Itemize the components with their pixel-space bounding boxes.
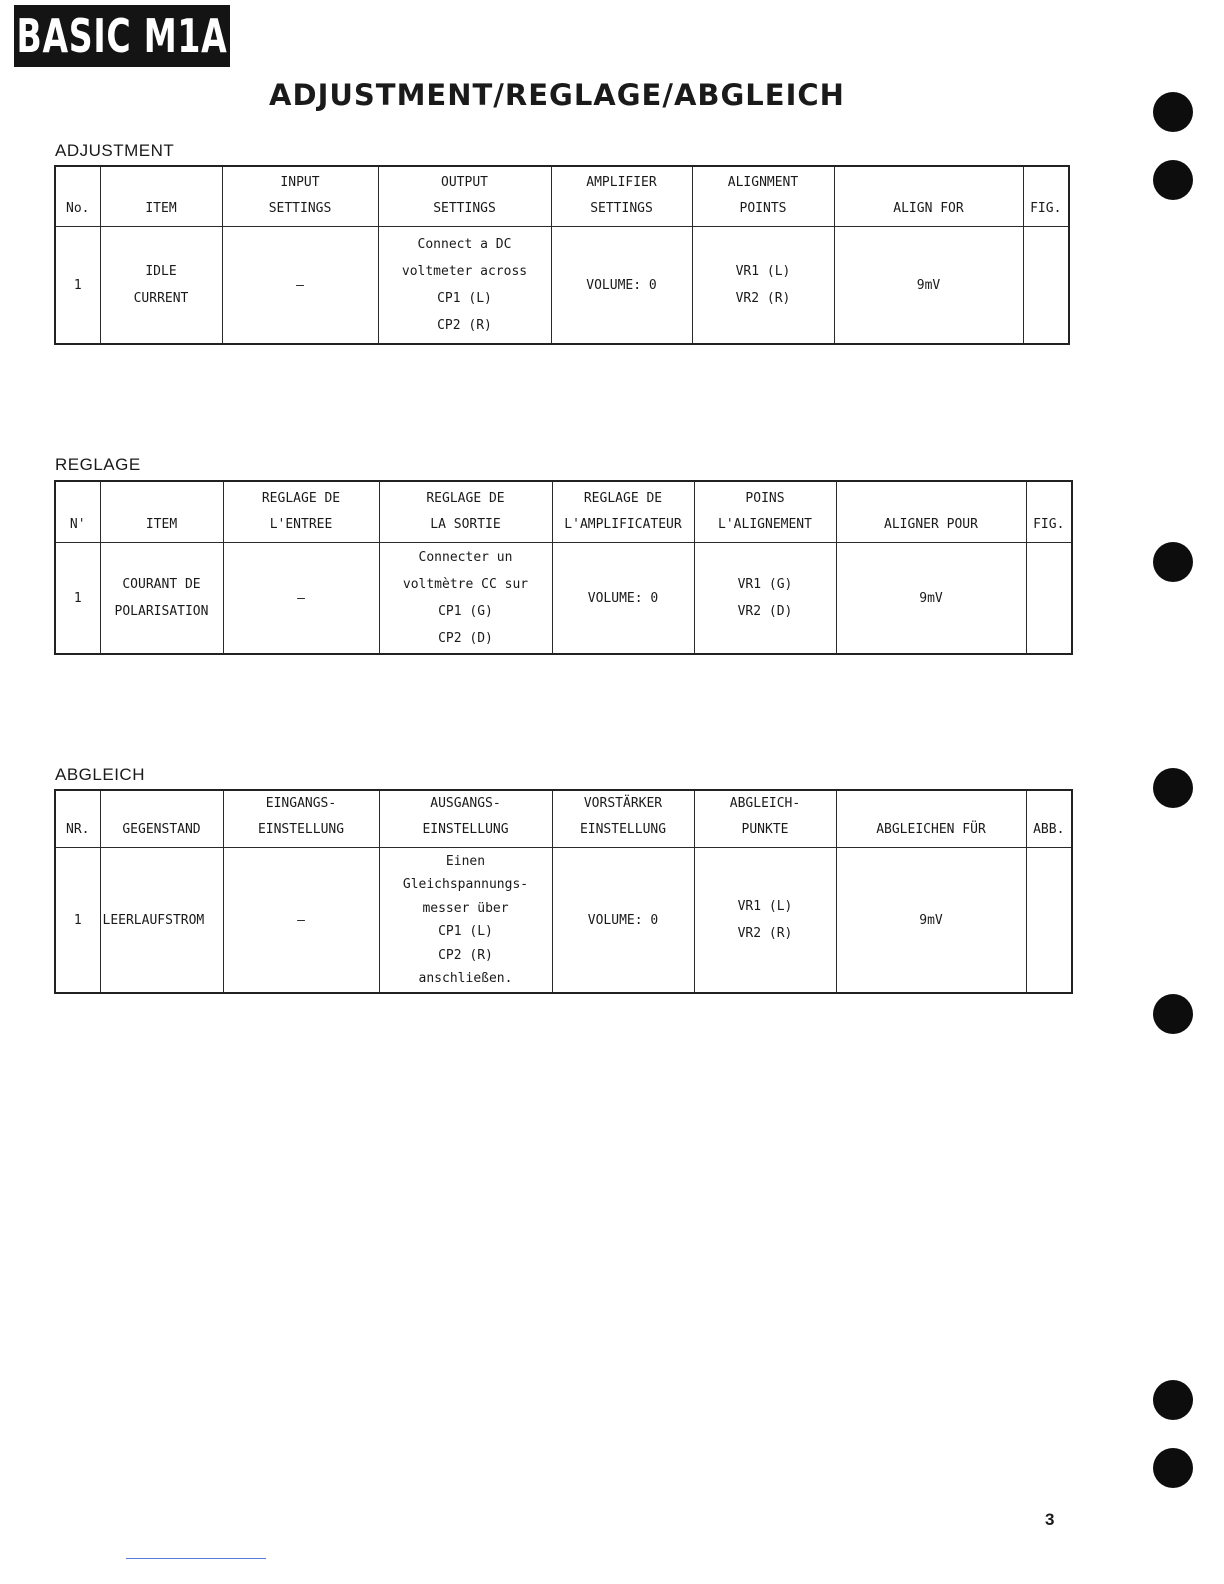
binding-hole [1153,160,1193,200]
cell-alignment-points [692,227,834,345]
cell-amplifier-settings [552,848,694,994]
cell-text: 1 [73,912,82,928]
header-amplifier-settings [552,790,694,848]
cell-text: VOLUME: 0 [587,912,659,928]
header-text: ALIGN FOR [893,201,964,216]
header-text: SETTINGS [433,201,496,216]
header-input-settings [223,481,379,543]
cell-output-settings [378,227,551,345]
section-heading: ABGLEICH [55,765,145,784]
header-text: EINGANGS- [265,796,337,811]
cell-text: VR2 (R) [737,926,793,941]
cell-text: 9mV [919,912,943,928]
header-text: REGLAGE DE [583,491,663,506]
header-align-for [836,481,1026,543]
header-output-settings [378,166,551,227]
header-item [100,166,222,227]
cell-text: – [297,912,305,928]
header-text: INPUT [280,175,320,190]
cell-text: voltmeter across [401,264,528,279]
cell-text: 1 [73,590,82,606]
header-align-for [834,166,1023,227]
table-row [55,848,1072,994]
cell-amplifier-settings [552,543,694,655]
cell-text: CP1 (L) [438,924,493,939]
cell-fig [1026,543,1072,655]
header-text: ABB. [1033,822,1065,837]
adjustment-table [54,480,1073,655]
cell-text: LEERLAUFSTROM [102,912,205,928]
cell-text: IDLE [145,264,177,279]
cell-text: messer über [422,900,509,916]
section-heading: ADJUSTMENT [55,141,175,160]
header-text: EINSTELLUNG [579,822,667,837]
header-number [55,481,100,543]
header-text: GEGENSTAND [122,822,201,837]
binding-hole [1153,92,1193,132]
cell-text: CP1 (L) [437,291,492,306]
header-output-settings [379,481,552,543]
header-text: REGLAGE DE [426,491,505,506]
cell-text: VR2 (R) [735,291,791,306]
header-fig [1026,481,1072,543]
cell-text: VR1 (L) [735,264,791,279]
header-text: SETTINGS [268,201,332,216]
binding-hole [1153,768,1193,808]
table-row [55,227,1069,345]
binding-hole [1153,542,1193,582]
cell-text: VOLUME: 0 [587,590,659,606]
header-text: L'ENTREE [269,517,333,532]
header-text: AMPLIFIER [586,175,657,190]
header-text: ALIGNER POUR [884,517,978,532]
binding-hole [1153,994,1193,1034]
cell-fig [1023,227,1069,345]
header-text: No. [66,201,90,216]
table-header-row [55,790,1072,848]
header-output-settings [379,790,552,848]
cell-text: 9mV [919,590,943,606]
cell-number [55,543,100,655]
cell-input-settings [222,227,378,345]
binding-hole [1153,1448,1193,1488]
footer-rule [126,1558,266,1559]
binding-hole [1153,1380,1193,1420]
cell-text: Connecter un [418,550,513,565]
header-text: FIG. [1033,517,1065,532]
cell-text: 9mV [916,277,941,293]
header-number [55,166,100,227]
cell-item [100,543,223,655]
header-text: NR. [66,822,90,837]
header-alignment-points [694,481,836,543]
header-text: ALIGNMENT [727,175,799,190]
page-title: ADJUSTMENT/REGLAGE/ABGLEICH [269,78,845,112]
cell-text: CP2 (D) [438,631,493,646]
header-text: L'ALIGNEMENT [718,517,812,532]
page-number: 3 [1045,1510,1055,1529]
cell-text: VR1 (L) [737,899,793,914]
header-fig [1023,166,1069,227]
header-text: ABGLEICH- [729,796,801,811]
header-text: POINTS [739,201,787,216]
adjustment-table [54,789,1073,994]
header-text: OUTPUT [441,175,488,190]
header-text: SETTINGS [590,201,653,216]
cell-text: VR1 (G) [737,577,793,592]
cell-text: CP2 (R) [437,318,492,333]
cell-item [100,848,223,994]
cell-align-for [834,227,1023,345]
header-text: FIG. [1030,201,1062,216]
cell-text: anschließen. [418,971,513,986]
cell-input-settings [223,848,379,994]
cell-text: Einen [445,853,486,869]
cell-text: Connect a DC [417,237,512,252]
header-amplifier-settings [551,166,692,227]
header-text: L'AMPLIFICATEUR [564,517,682,532]
cell-item [100,227,222,345]
header-text: EINSTELLUNG [257,822,345,837]
header-text: ITEM [145,201,177,216]
header-text: AUSGANGS- [430,796,501,811]
cell-text: 1 [73,277,82,293]
cell-number [55,227,100,345]
cell-alignment-points [694,543,836,655]
header-text: EINSTELLUNG [422,822,509,837]
header-text: VORSTÄRKER [583,796,663,811]
cell-text: – [297,590,305,606]
cell-input-settings [223,543,379,655]
header-fig [1026,790,1072,848]
cell-text: CP1 (G) [438,604,493,619]
header-amplifier-settings [552,481,694,543]
cell-text: CP2 (R) [438,947,493,963]
header-text: ABGLEICHEN FÜR [876,822,986,837]
cell-text: COURANT DE [122,577,201,592]
header-text: PUNKTE [741,822,789,837]
cell-alignment-points [694,848,836,994]
cell-output-settings [379,543,552,655]
cell-fig [1026,848,1072,994]
header-text: LA SORTIE [430,517,501,532]
cell-text: VR2 (D) [737,604,793,619]
section-heading: REGLAGE [55,455,141,474]
header-alignment-points [694,790,836,848]
header-align-for [836,790,1026,848]
cell-text: CURRENT [133,291,189,306]
cell-text: – [296,277,304,293]
header-text: REGLAGE DE [261,491,341,506]
header-item [100,481,223,543]
brand-logo: BASIC M1A [14,5,230,67]
header-alignment-points [692,166,834,227]
adjustment-table [54,165,1070,345]
cell-align-for [836,543,1026,655]
table-header-row [55,166,1069,227]
cell-align-for [836,848,1026,994]
cell-text: VOLUME: 0 [586,277,657,293]
cell-amplifier-settings [551,227,692,345]
cell-output-settings [379,848,552,994]
table-header-row [55,481,1072,543]
cell-text: Gleichspannungs- [402,877,529,892]
header-text: ITEM [145,517,178,532]
cell-text: voltmètre CC sur [402,577,529,592]
header-number [55,790,100,848]
header-text: N' [69,517,86,532]
header-item [100,790,223,848]
header-text: POINS [745,491,785,506]
cell-text: POLARISATION [114,604,209,619]
header-input-settings [222,166,378,227]
cell-number [55,848,100,994]
header-input-settings [223,790,379,848]
table-row [55,543,1072,655]
